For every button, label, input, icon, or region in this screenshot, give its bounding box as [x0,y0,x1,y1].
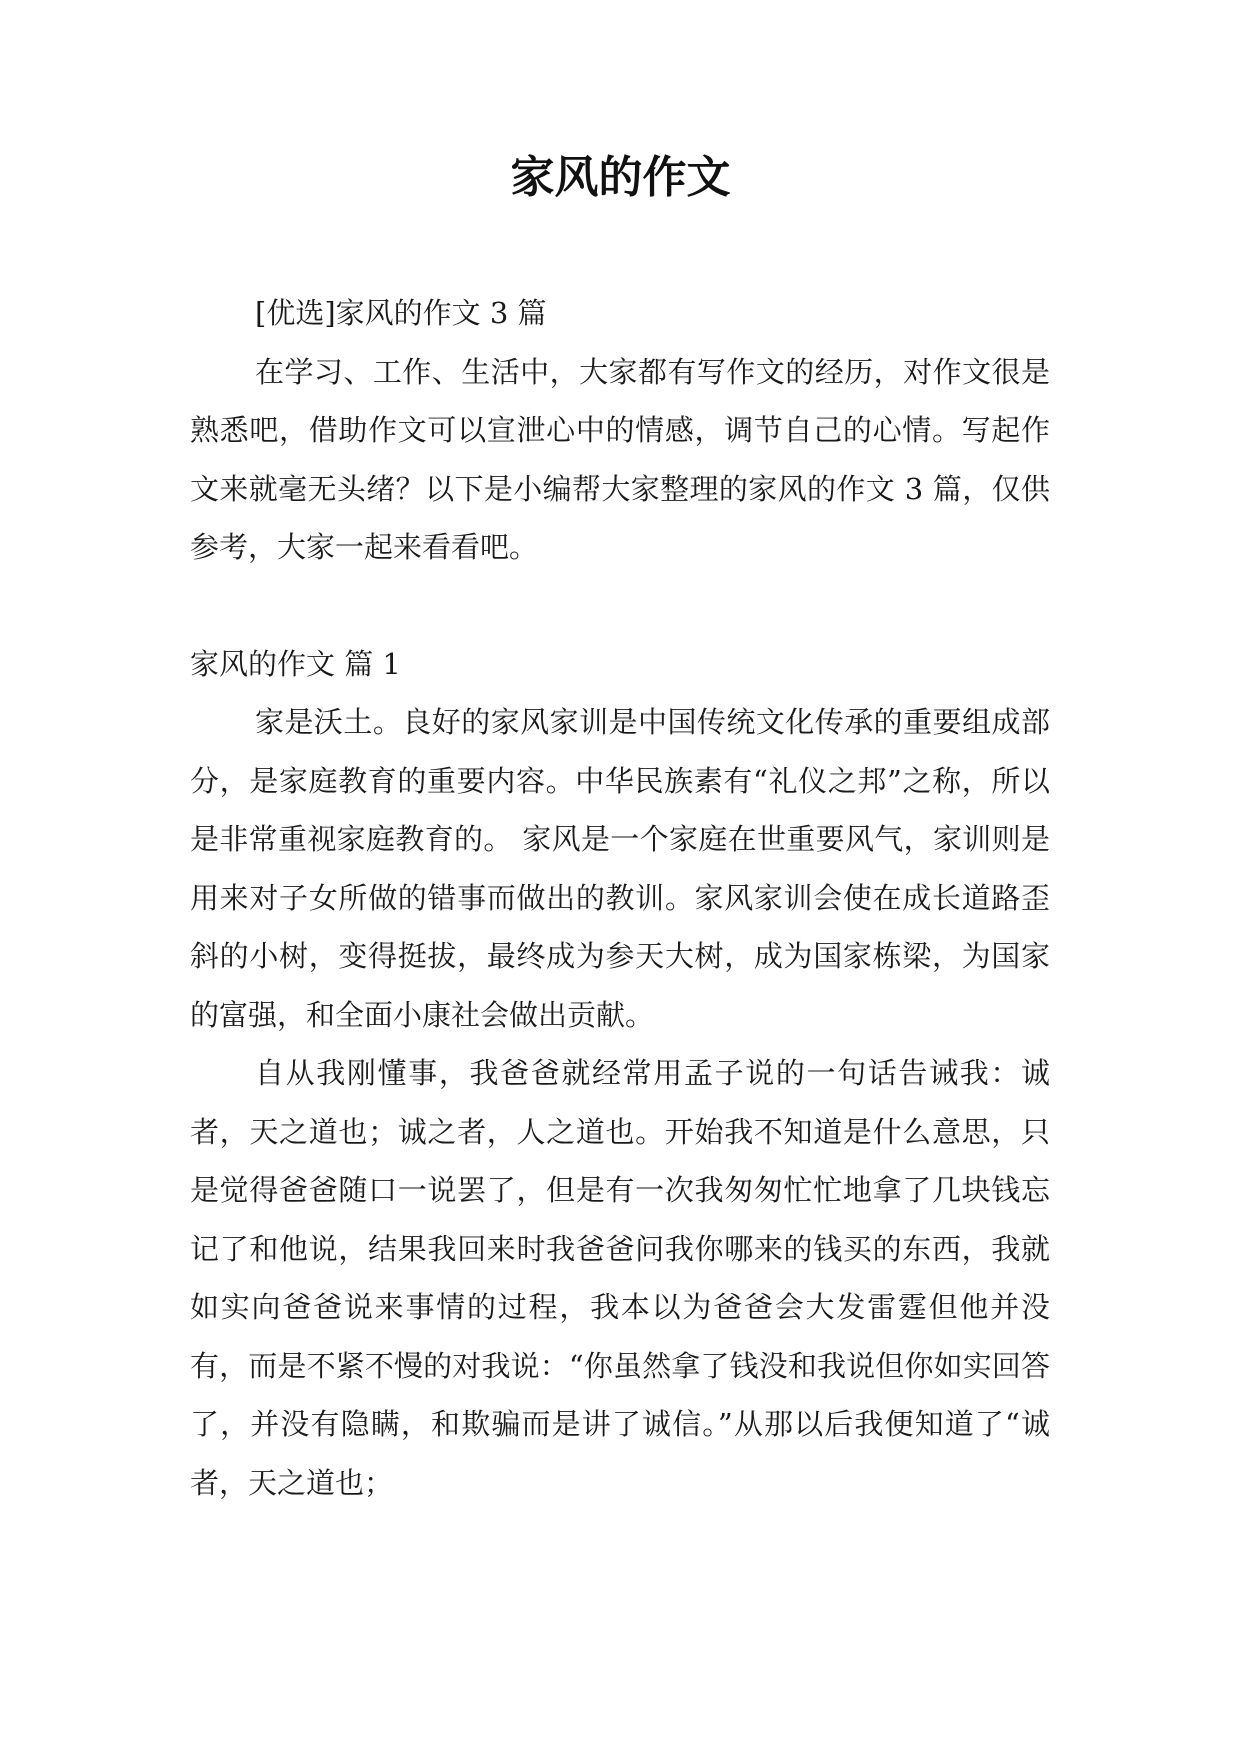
document-title: 家风的作文 [510,152,731,203]
document-subtitle: [优选]家风的作文 3 篇 [255,296,547,330]
section-spacer [190,577,1050,635]
section-heading: 家风的作文 篇 1 [190,646,401,681]
body-paragraph-2: 自从我刚懂事，我爸爸就经常用孟子说的一句话告诫我：诚者，天之道也；诚之者，人之道也。开始我不知道是什么意思，只是觉得爸爸随口一说罢了，但是有一次我匆匆忙忙地拿了几块钱忘记了和他说，结果我回来时我爸爸问我你哪来的钱买的东西，我就如实向爸爸说来事情的过程，我本以为爸爸会大发雷霆但他并没有，而是不紧不慢的对我说：“你虽然拿了钱没和我说但你如实回答了，并没有隐瞒，和欺骗而是讲了诚信。”从那以后我便知道了“诚者，天之道也； [190,1056,1050,1500]
document-body [190,284,1050,1512]
intro-paragraph: 在学习、工作、生活中，大家都有写作文的经历，对作文很是熟悉吧，借助作文可以宣泄心中的情感，调节自己的心情。写起作文来就毫无头绪？以下是小编帮大家整理的家风的作文 3 篇，仅供参考，大家一起来看看吧。 [190,354,1050,564]
body-paragraph-1: 家是沃土。良好的家风家训是中国传统文化传承的重要组成部分，是家庭教育的重要内容。中华民族素有“礼仪之邦”之称，所以是非常重视家庭教育的。 家风是一个家庭在世重要风气，家训则是用来对子女所做的错事而做出的教训。家风家训会使在成长道路歪斜的小树，变得挺拔，最终成为参天大树，成为国家栋梁，为国家的富强，和全面小康社会做出贡献。 [190,705,1050,1032]
